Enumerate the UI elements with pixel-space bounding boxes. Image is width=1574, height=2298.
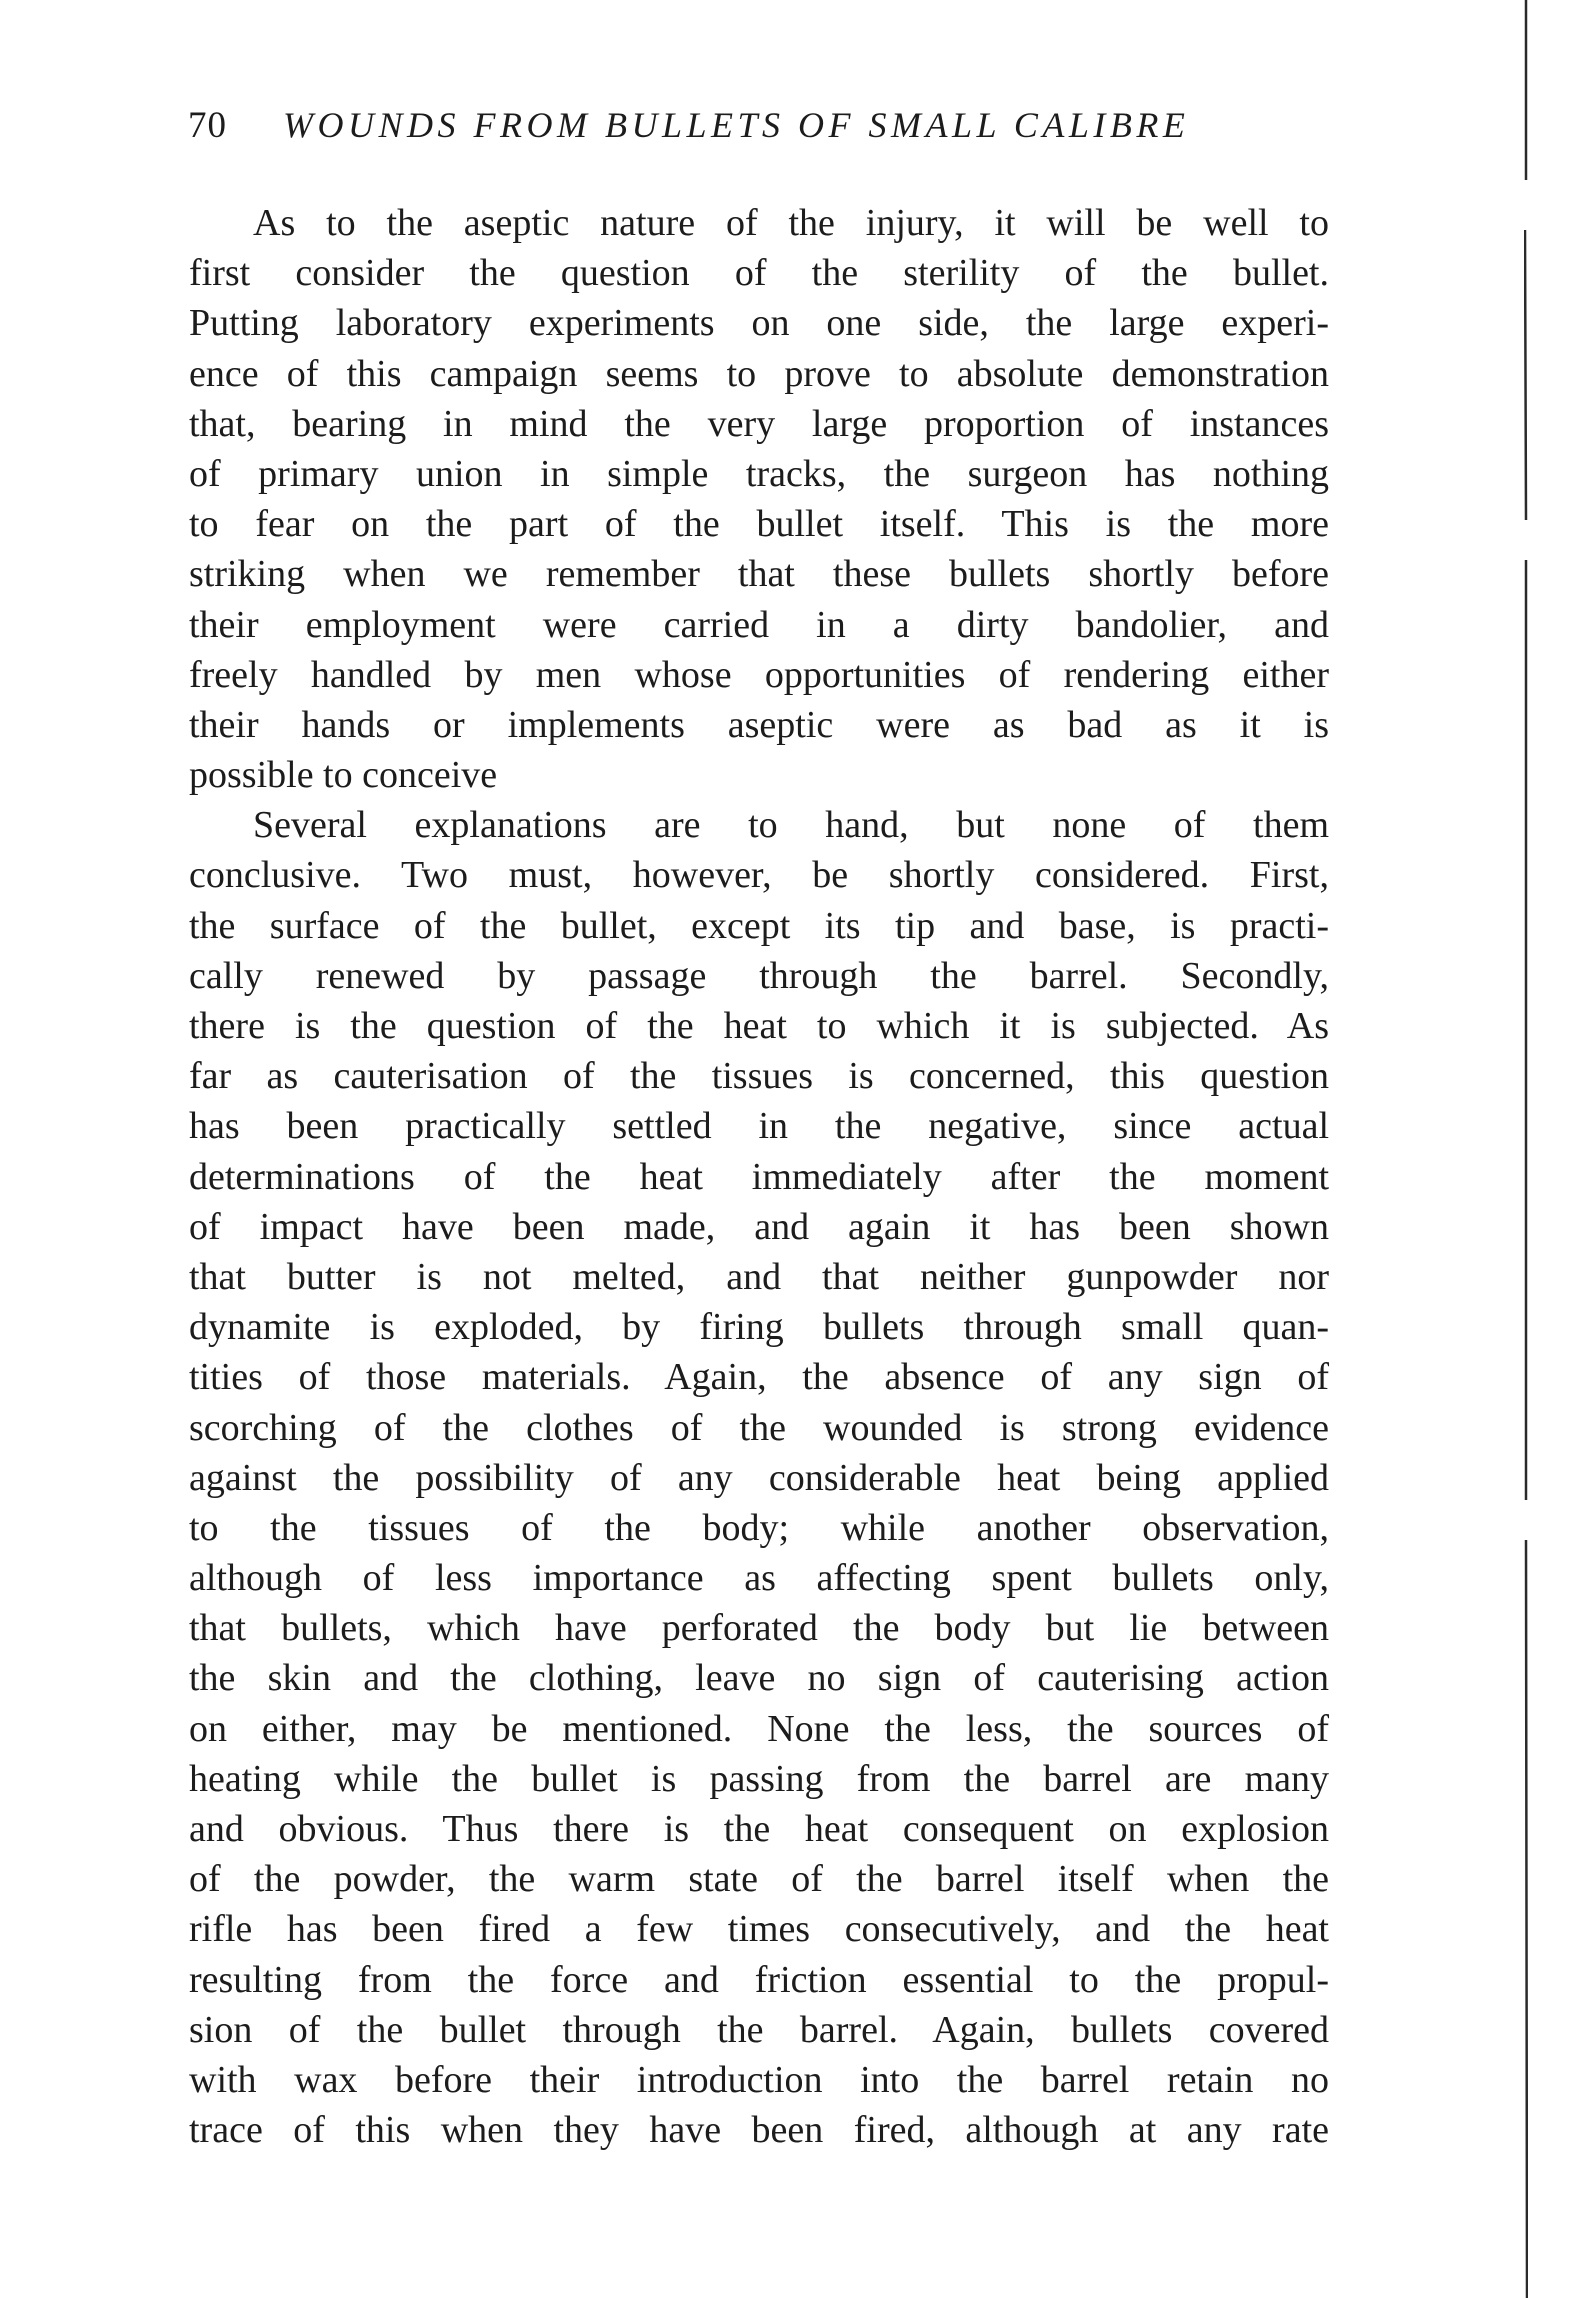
running-header (188, 104, 1328, 164)
text-line: that, bearing in mind the very large proportion of instances (189, 402, 1329, 445)
text-line: trace of this when they have been fired, although at any rate (189, 2109, 1329, 2152)
text-line: striking when we remember that these bullets shortly before (189, 553, 1329, 596)
text-line: the surface of the bullet, except its tip and base, is practi- (189, 904, 1329, 947)
text-line: As to the aseptic nature of the injury, it will be well to (253, 202, 1329, 244)
text-line: the skin and the clothing, leave no sign of cauterising action (189, 1657, 1329, 1700)
text-line: rifle has been fired a few times consecutively, and the heat (189, 1908, 1329, 1951)
text-line: of impact have been made, and again it has been shown (189, 1205, 1329, 1248)
text-line: has been practically settled in the negative, since actual (189, 1105, 1329, 1148)
text-line: although of less importance as affecting spent bullets only, (189, 1557, 1329, 1600)
page-number: 70 (188, 105, 227, 146)
running-title: WOUNDS FROM BULLETS OF SMALL CALIBRE (283, 105, 1190, 145)
text-line: first consider the question of the sterility of the bullet. (189, 252, 1329, 295)
text-line: far as cauterisation of the tissues is concerned, this question (189, 1055, 1329, 1098)
text-line: that butter is not melted, and that neither gunpowder nor (189, 1255, 1329, 1298)
text-line: that bullets, which have perforated the body but lie between (189, 1607, 1329, 1650)
text-line: of the powder, the warm state of the barrel itself when the (189, 1858, 1329, 1901)
text-line: with wax before their introduction into the barrel retain no (189, 2058, 1329, 2101)
body-text (189, 198, 1329, 2155)
text-line: dynamite is exploded, by firing bullets through small quan- (189, 1306, 1329, 1349)
text-line: sion of the bullet through the barrel. Again, bullets covered (189, 2008, 1329, 2051)
text-line: scorching of the clothes of the wounded is strong evidence (189, 1406, 1329, 1449)
text-line: resulting from the force and friction essential to the propul- (189, 1958, 1329, 2001)
text-line: Putting laboratory experiments on one side, the large experi- (189, 302, 1329, 345)
text-line: freely handled by men whose opportunities of rendering either (189, 653, 1329, 696)
text-line: against the possibility of any considerable heat being applied (189, 1456, 1329, 1499)
text-line: of primary union in simple tracks, the surgeon has nothing (189, 452, 1329, 495)
text-line: to fear on the part of the bullet itself. This is the more (189, 503, 1329, 546)
text-line: their employment were carried in a dirty bandolier, and (189, 603, 1329, 646)
text-line: possible to conceive (189, 754, 498, 797)
text-line: their hands or implements aseptic were as bad as it is (189, 703, 1329, 746)
text-line: there is the question of the heat to which it is subjected. As (189, 1005, 1329, 1047)
text-line: conclusive. Two must, however, be shortly considered. First, (189, 854, 1329, 897)
text-line: to the tissues of the body; while another observation, (189, 1506, 1329, 1549)
text-line: and obvious. Thus there is the heat consequent on explosion (189, 1808, 1329, 1850)
scan-edge-line (1524, 0, 1528, 2298)
text-line: ence of this campaign seems to prove to absolute demonstration (189, 352, 1329, 395)
text-line: heating while the bullet is passing from the barrel are many (189, 1757, 1329, 1800)
text-line: determinations of the heat immediately after the moment (189, 1155, 1329, 1198)
text-line: Several explanations are to hand, but none of them (253, 804, 1329, 847)
scan-edge-mark (1525, 0, 1527, 2298)
text-line: on either, may be mentioned. None the less, the sources of (189, 1707, 1329, 1750)
text-line: tities of those materials. Again, the absence of any sign of (189, 1356, 1329, 1399)
text-line: cally renewed by passage through the barrel. Secondly, (189, 954, 1329, 997)
